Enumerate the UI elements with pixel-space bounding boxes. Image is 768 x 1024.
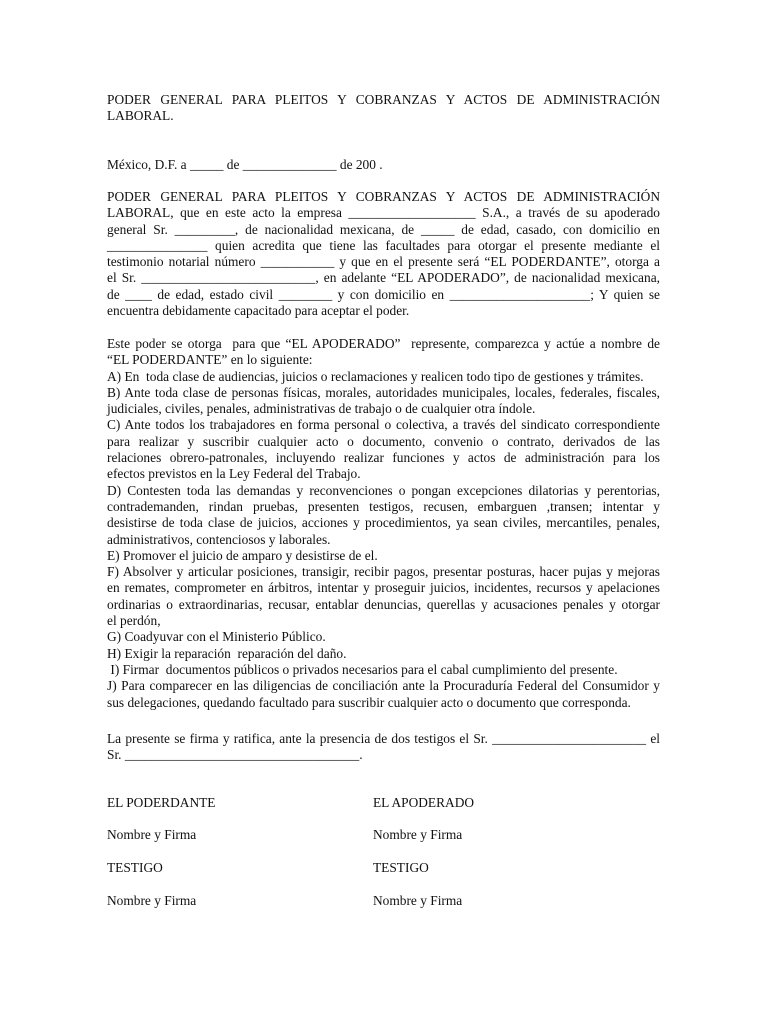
scope-line: C) Ante todos los trabajadores en forma personal o colectiva, a través del sindicato correspondiente — [107, 417, 660, 433]
testigo-name-sign-left: Nombre y Firma — [107, 893, 197, 908]
scope-line: D) Contesten toda las demandas y reconvenciones o pongan excepciones dilatorias y perentorias, — [107, 482, 660, 498]
scope-line: administrativos, contenciosos y laborales. — [107, 531, 331, 547]
scope-line: I) Firmar documentos públicos o privados necesarios para el cabal cumplimiento del presente. — [107, 661, 618, 677]
scope-line: contrademanden, rindan pruebas, presenten testigos, recusen, embarguen ,transen; intentar y — [107, 498, 660, 514]
testigo-name-sign-right: Nombre y Firma — [373, 893, 463, 908]
closing-line-last: Sr. ___________________________________. — [107, 747, 363, 763]
scope-line: G) Coadyuvar con el Ministerio Público. — [107, 629, 326, 645]
document-title — [107, 92, 660, 125]
scope-line: para realizar y suscribir cualquier acto o documento, convenio o contrato, derivados de las — [107, 433, 660, 449]
closing-line: La presente se firma y ratifica, ante la presencia de dos testigos el Sr. _______________________ el — [107, 731, 660, 746]
intro-line: testimonio notarial número ___________ y que en el presente será “EL PODERDANTE”, otorga a — [107, 254, 660, 270]
intro-line-last: encuentra debidamente capacitado para aceptar el poder. — [107, 303, 410, 319]
scope-line: desistirse de toda clase de juicios, acciones y procedimientos, ya sean civiles, mercantiles, penales, — [107, 515, 660, 531]
poderdante-label: EL PODERDANTE — [107, 795, 216, 810]
testigo-label-left: TESTIGO — [107, 860, 163, 875]
closing-paragraph — [107, 731, 660, 764]
intro-paragraph — [107, 189, 660, 319]
scope-line: judiciales, civiles, penales, administrativas de trabajo o de cualquier otra índole. — [107, 401, 536, 417]
testigo-label-right: TESTIGO — [373, 860, 429, 875]
intro-line: general Sr. _________, de nacionalidad mexicana, de _____ de edad, casado, con domicilio en — [107, 221, 660, 237]
poderdante-name-sign: Nombre y Firma — [107, 827, 197, 842]
scope-line: ordinarias o extraordinarias, recusar, entablar denuncias, querellas y acusaciones penales y otorgar — [107, 596, 660, 612]
intro-line: PODER GENERAL PARA PLEITOS Y COBRANZAS Y ACTOS DE ADMINISTRACIÓN — [107, 189, 660, 204]
apoderado-name-sign: Nombre y Firma — [373, 827, 463, 842]
scope-line: relaciones obrero-patronales, incluyendo realizar funciones y actos de administración para los — [107, 450, 660, 466]
scope-line: E) Promover el juicio de amparo y desistirse de el. — [107, 547, 378, 563]
apoderado-label: EL APODERADO — [373, 795, 475, 810]
scope-line: efectos previstos en la Ley Federal del Trabajo. — [107, 466, 361, 482]
scope-line: B) Ante toda clase de personas físicas, morales, autoridades municipales, locales, federales, fiscales, — [107, 384, 660, 400]
date-text: México, D.F. a _____ de ______________ de 200 . — [107, 157, 383, 172]
date-line — [107, 157, 660, 173]
scope-line: F) Absolver y articular posiciones, transigir, recibir pagos, presentar posturas, hacer pujas y mejoras — [107, 564, 660, 580]
scope-line: A) En toda clase de audiencias, juicios o reclamaciones y realicen todo tipo de gestiones y trámites. — [107, 368, 644, 384]
scope-line: J) Para comparecer en las diligencias de conciliación ante la Procuraduría Federal del Consumidor y — [107, 678, 660, 694]
scope-paragraph — [107, 336, 660, 711]
scope-line: en remates, comprometer en árbitros, intentar y proseguir juicios, incidentes, recursos y apelaciones — [107, 580, 660, 596]
intro-line: _______________ quien acredita que tiene las facultades para otorgar el presente mediante el — [107, 237, 660, 253]
intro-line: LABORAL, que en este acto la empresa ___________________ S.A., a través de su apoderado — [107, 205, 660, 221]
scope-line: sus delegaciones, quedando facultado para suscribir cualquier acto o documento que corresponda. — [107, 694, 631, 710]
scope-line: el perdón, — [107, 613, 161, 629]
scope-line: Este poder se otorga para que “EL APODERADO” represente, comparezca y actúe a nombre de — [107, 336, 660, 351]
intro-line: de ____ de edad, estado civil ________ y con domicilio en _____________________; Y quien se — [107, 286, 660, 302]
scope-line: H) Exigir la reparación reparación del daño. — [107, 645, 347, 661]
intro-line: el Sr. __________________________, en adelante “EL APODERADO”, de nacionalidad mexicana, — [107, 270, 660, 286]
title-text: PODER GENERAL PARA PLEITOS Y COBRANZAS Y ACTOS DE ADMINISTRACIÓN LABORAL. — [107, 92, 660, 124]
scope-line: “EL PODERDANTE” en lo siguiente: — [107, 352, 313, 368]
